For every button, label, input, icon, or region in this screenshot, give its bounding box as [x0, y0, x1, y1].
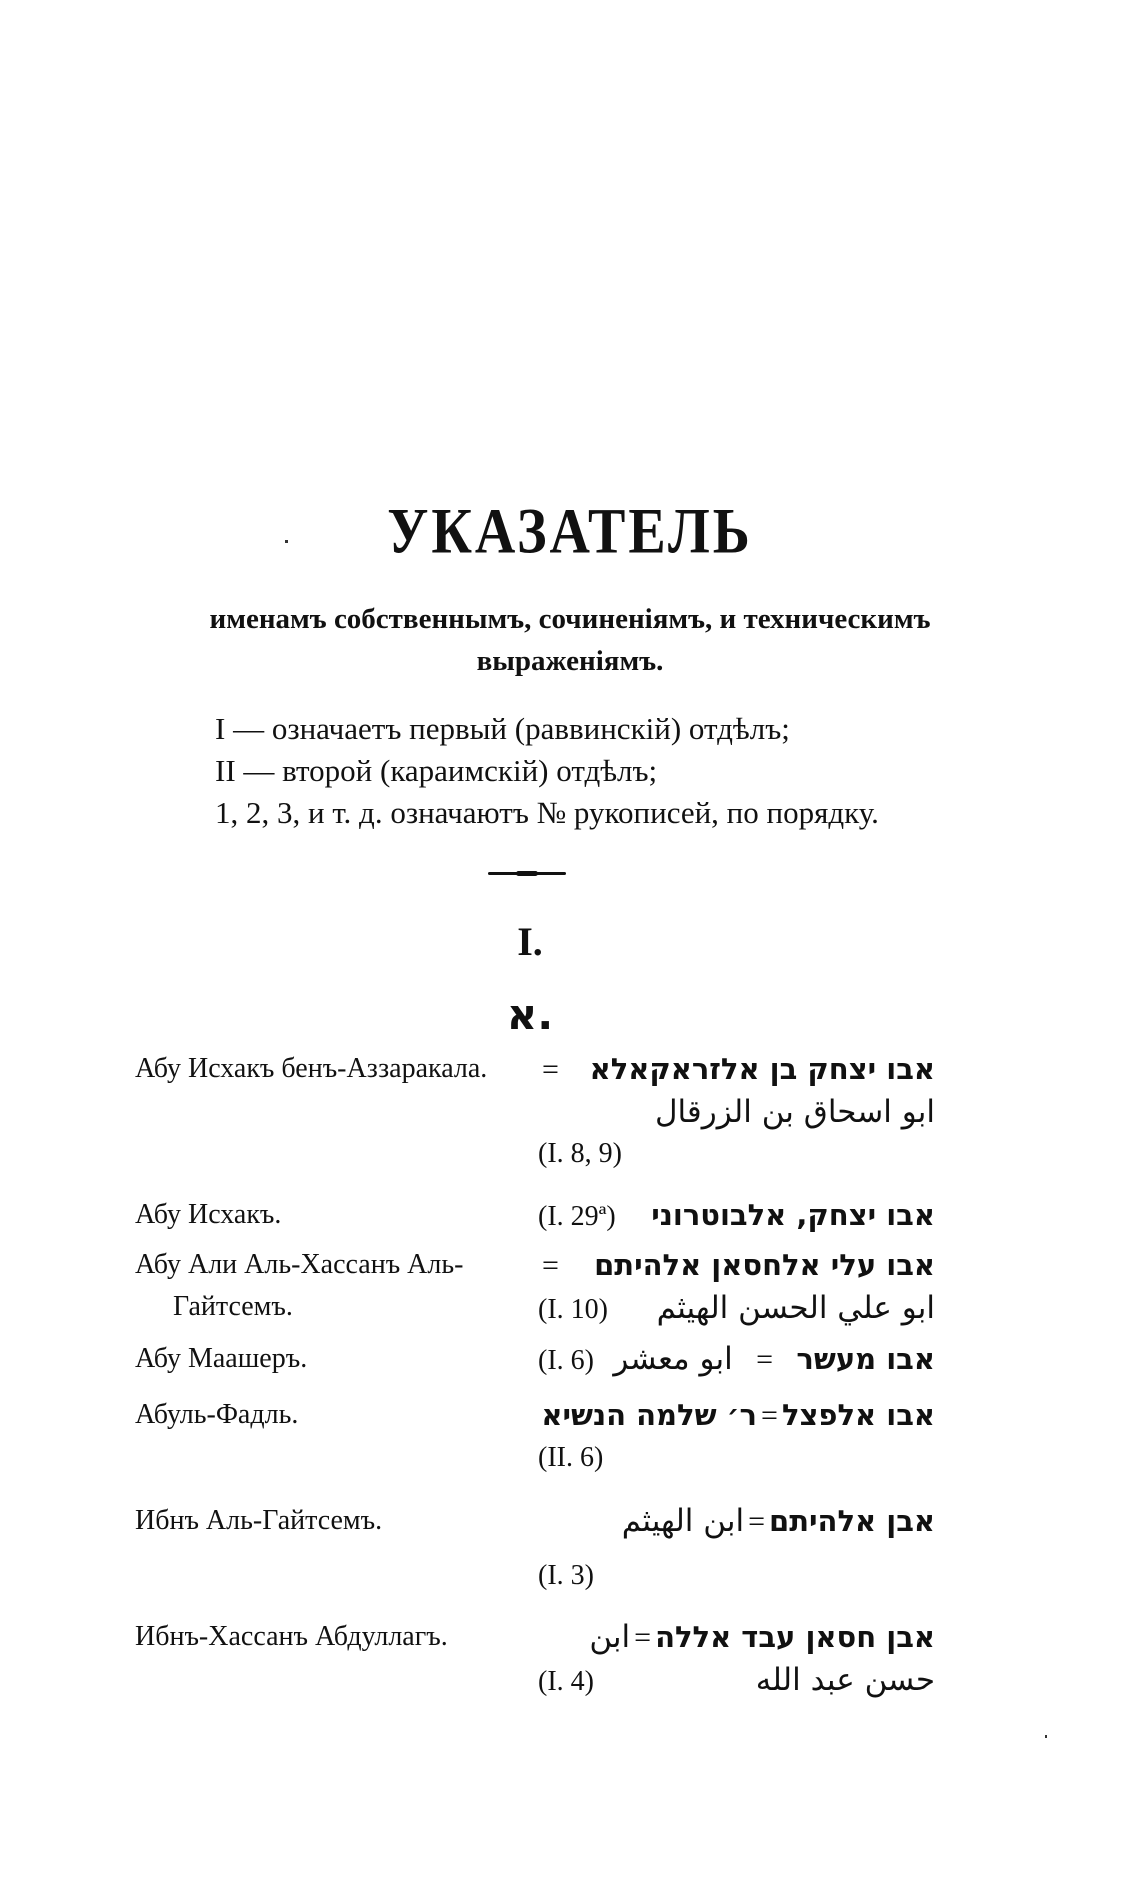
arabic-form: ابن الهيثم	[621, 1503, 745, 1539]
page-subtitle	[140, 598, 1000, 682]
equals-sign: =	[542, 1249, 559, 1282]
manuscript-ref: (I. 10)	[538, 1294, 608, 1325]
equals-sign: =	[542, 1053, 559, 1086]
arabic-form: ابو اسحاق بن الزرقال	[654, 1094, 935, 1130]
entry-forms	[538, 1048, 935, 1175]
entry-name-line-2: Гайтсемъ.	[173, 1291, 293, 1322]
index-entry	[135, 1244, 935, 1332]
ornamental-divider	[488, 872, 566, 875]
equals-sign: =	[748, 1505, 766, 1538]
legend-line-3: 1, 2, 3, и т. д. означаютъ № рукописей, по порядку.	[215, 795, 879, 830]
equals-sign: =	[634, 1621, 652, 1654]
arabic-form: ابو علي الحسن الهيثم	[656, 1290, 935, 1326]
hebrew-form: אבו עלי אלחסאן אלהיתם	[594, 1248, 935, 1282]
index-entry	[135, 1338, 935, 1388]
subtitle-line-1: именамъ собственнымъ, сочиненіямъ, и техническимъ	[209, 603, 931, 635]
entry-name: Ибнъ Аль-Гайтсемъ.	[135, 1505, 383, 1536]
hebrew-form: אבן חסאן עבד אללה	[655, 1620, 935, 1654]
manuscript-ref: (I. 3)	[538, 1560, 594, 1591]
manuscript-ref: (II. 6)	[538, 1442, 604, 1473]
manuscript-ref: (I. 29ª)	[538, 1201, 616, 1232]
arabic-form-b: حسن عبد الله	[755, 1662, 935, 1698]
hebrew-form: אבו יצחק בן אלזראקאלא	[589, 1052, 935, 1086]
index-entry	[135, 1500, 935, 1610]
subtitle-line-2: выраженіямъ.	[476, 645, 664, 677]
entry-name: Абу Маашеръ.	[135, 1343, 308, 1374]
equals-sign: =	[756, 1343, 774, 1376]
arabic-form-a: ابن	[589, 1619, 631, 1655]
entry-name: Абуль-Фадль.	[135, 1399, 299, 1430]
hebrew-form-a: אבו אלפצל	[781, 1398, 935, 1432]
manuscript-ref: (I. 8, 9)	[538, 1138, 622, 1169]
legend-line-1: I — означаетъ первый (раввинскій) отдѣлъ;	[215, 711, 790, 746]
index-entry	[135, 1394, 935, 1494]
section-numeral: I.	[517, 919, 543, 964]
index-entries	[135, 1048, 935, 1722]
hebrew-form: אבן אלהיתם	[769, 1504, 935, 1538]
manuscript-ref: (I. 6)	[538, 1345, 594, 1376]
section-letter: א.	[506, 990, 554, 1039]
index-entry	[135, 1048, 935, 1188]
entry-name: Абу Исхакъ.	[135, 1199, 282, 1230]
entry-name	[135, 1244, 525, 1328]
entry-name: Абу Исхакъ бенъ-Аззаракала.	[135, 1053, 488, 1084]
page-title: УКАЗАТЕЛЬ	[387, 496, 753, 568]
abbreviation-legend	[215, 708, 1015, 834]
index-entry	[135, 1194, 935, 1238]
hebrew-form: אבו מעשר	[796, 1342, 935, 1376]
hebrew-form: אבו יצחק, אלבוטרוני	[651, 1198, 935, 1232]
equals-sign: =	[761, 1399, 778, 1432]
index-entry	[135, 1616, 935, 1716]
entry-name-line-1: Абу Али Аль-Хассанъ Аль-	[135, 1249, 464, 1280]
hebrew-form-b: ר׳ שלמה הנשיא	[541, 1398, 758, 1432]
paper-speck	[285, 540, 288, 543]
manuscript-ref: (I. 4)	[538, 1666, 594, 1697]
arabic-form: ابو معشر	[613, 1341, 733, 1377]
paper-speck	[1045, 1735, 1047, 1738]
legend-line-2: II — второй (караимскій) отдѣлъ;	[215, 753, 658, 788]
entry-name: Ибнъ-Хассанъ Абдуллагъ.	[135, 1621, 448, 1652]
